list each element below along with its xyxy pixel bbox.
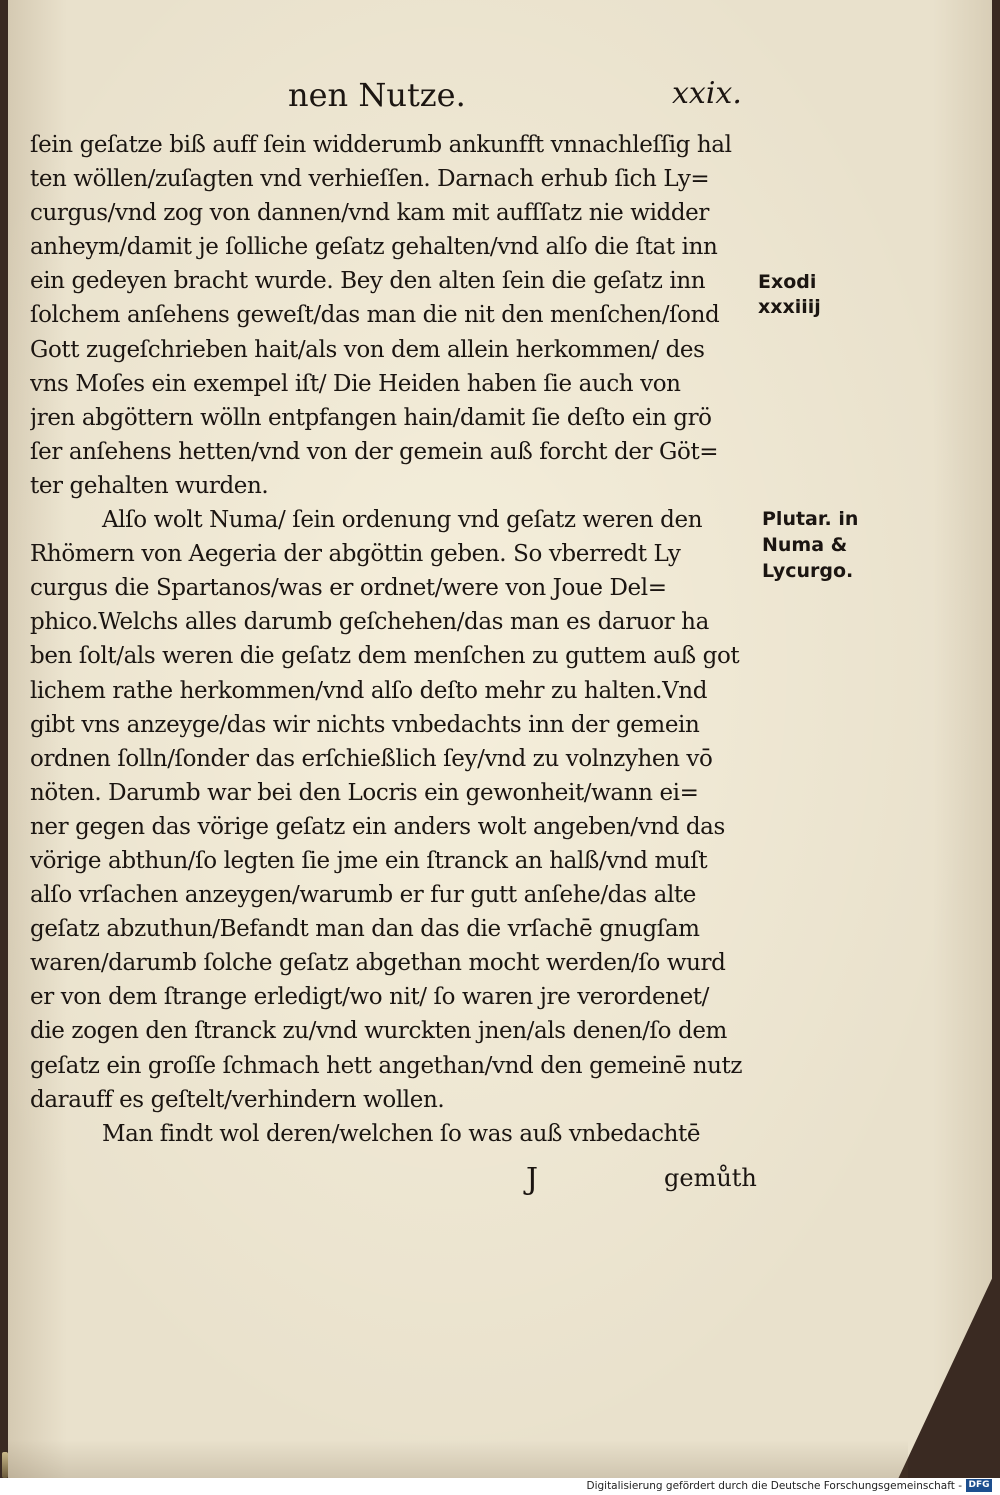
text-line: darauff es geſtelt/verhindern wollen. — [30, 1086, 445, 1113]
text-line: ein gedeyen bracht wurde. Bey den alten ſein die geſatz inn — [30, 268, 706, 295]
margin-note-plutarch — [762, 506, 858, 584]
running-head: nen Nutze. — [288, 76, 466, 114]
text-line: nöten. Darumb war bei den Locris ein gewonheit/wann ei= — [30, 779, 699, 806]
margin-note-exodi — [758, 270, 821, 320]
body-text — [30, 128, 760, 1151]
text-line: waren/darumb ſolche geſatz abgethan mocht werden/ſo wurd — [30, 950, 726, 977]
margin-note-line: Plutar. in — [762, 508, 859, 530]
text-line: anheym/damit je ſolliche geſatz gehalten/vnd alſo die ſtat inn — [30, 234, 718, 261]
text-line: geſatz abzuthun/Befandt man dan das die vrſachē gnugſam — [30, 916, 700, 943]
text-line: jren abgöttern wölln entpfangen hain/damit ſie deſto ein grö — [30, 404, 712, 431]
text-line: alſo vrſachen anzeygen/warumb er fur gutt anſehe/das alte — [30, 882, 696, 909]
text-line: Gott zugeſchrieben hait/als von dem allein herkommen/ des — [30, 336, 705, 363]
text-line: curgus die Spartanos/was er ordnet/were von Joue Del= — [30, 575, 667, 602]
text-line: ſein geſatze biß auff ſein widderumb ankunfft vnnachleſſig hal — [30, 132, 732, 158]
text-line: phico.Welchs alles darumb geſchehen/das man es daruor ha — [30, 609, 709, 636]
clip-mark — [2, 1452, 8, 1478]
text-line: geſatz ein groſſe ſchmach hett angethan/vnd den gemeinē nutz — [30, 1052, 743, 1079]
funding-credit: Digitalisierung gefördert durch die Deutsche Forschungsgemeinschaft - — [586, 1480, 962, 1492]
catchword: gemůth — [664, 1164, 757, 1192]
text-line: vörige abthun/ſo legten ſie jme ein ſtranck an halß/vnd muſt — [30, 847, 708, 874]
catchword-row — [30, 1162, 760, 1202]
text-line: die zogen den ſtranck zu/vnd wurckten jnen/als denen/ſo dem — [30, 1018, 727, 1045]
text-line: Alſo wolt Numa/ ſein ordenung vnd geſatz weren den — [102, 507, 703, 534]
text-line: er von dem ſtrange erledigt/wo nit/ ſo waren jre verordenet/ — [30, 984, 709, 1011]
signature-mark: J — [526, 1162, 539, 1197]
text-line: ordnen ſolln/ſonder das erſchießlich ſey/vnd zu volnzyhen vō — [30, 745, 713, 772]
text-line: ter gehalten wurden. — [30, 472, 269, 499]
text-line: ben ſolt/als weren die geſatz dem menſchen zu guttem auß got — [30, 643, 740, 670]
text-line: ten wöllen/zuſagten vnd verhieſſen. Darnach erhub ſich Ly= — [30, 166, 710, 193]
margin-note-line: Lycurgo. — [762, 560, 854, 582]
text-line: curgus/vnd zog von dannen/vnd kam mit aufſſatz nie widder — [30, 200, 709, 227]
text-line: lichem rathe herkommen/vnd alſo deſto mehr zu halten.Vnd — [30, 677, 708, 704]
text-line: Man findt wol deren/welchen ſo was auß vnbedachtē — [102, 1120, 701, 1147]
text-line: ner gegen das vörige geſatz ein anders wolt angeben/vnd das — [30, 813, 725, 840]
text-line: gibt vns anzeyge/das wir nichts vnbedachts inn der gemein — [30, 711, 700, 738]
text-line: ſolchem anſehens geweſt/das man die nit den menſchen/ſond — [30, 302, 720, 329]
margin-note-line: Exodi — [758, 271, 817, 293]
margin-note-line: xxxiiij — [758, 296, 821, 318]
margin-note-line: Numa & — [762, 534, 848, 556]
text-line: Rhömern von Aegeria der abgöttin geben. So vberredt Ly — [30, 541, 681, 568]
folio-number: xxix. — [672, 76, 742, 111]
text-line: ſer anſehens hetten/vnd von der gemein auß forcht der Göt= — [30, 438, 719, 465]
dfg-logo: DFG — [966, 1479, 992, 1492]
page-shadow — [8, 1440, 908, 1478]
text-line: vns Moſes ein exempel iſt/ Die Heiden haben ſie auch von — [30, 370, 681, 397]
